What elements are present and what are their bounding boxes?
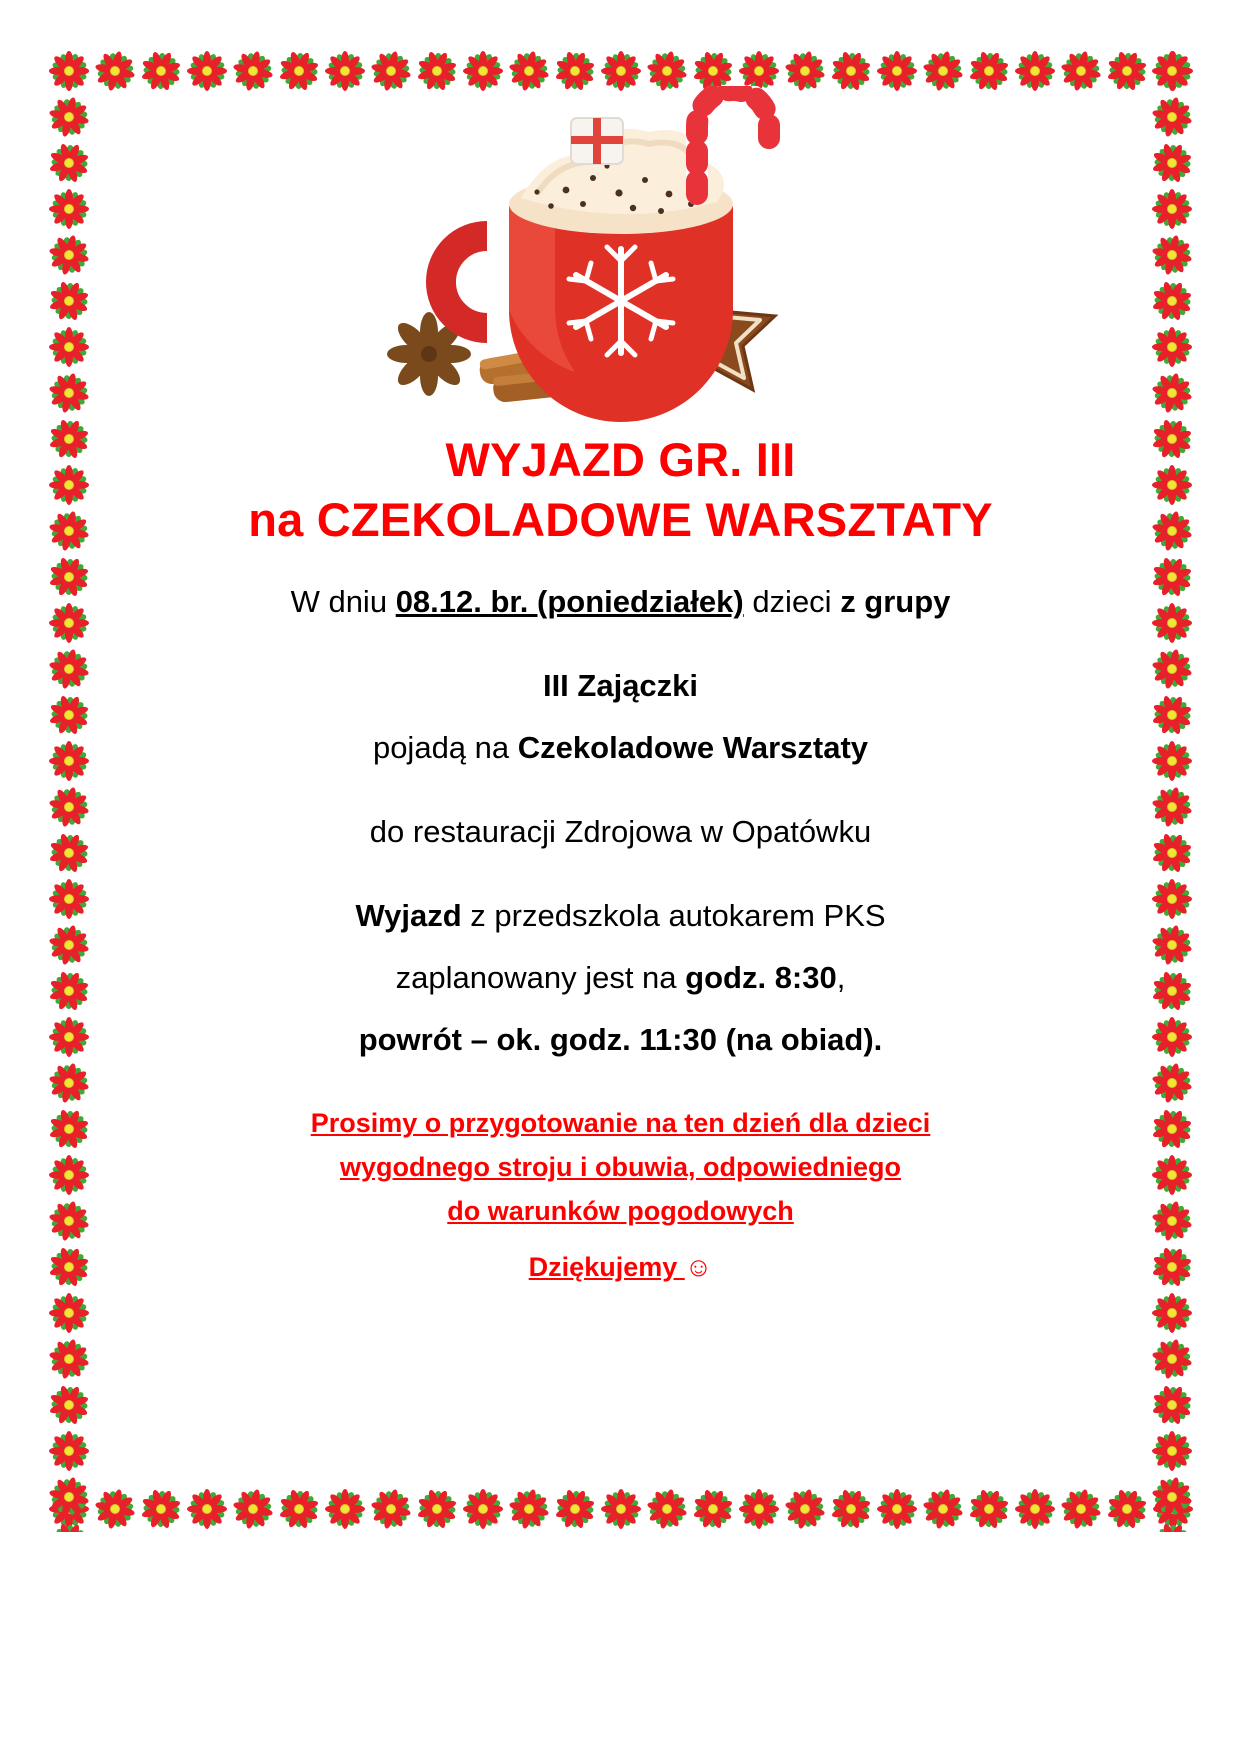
poinsettia-flower-icon xyxy=(920,1486,966,1532)
poinsettia-flower-icon xyxy=(1149,922,1195,968)
departure-rest: z przedszkola autokarem PKS xyxy=(461,898,886,934)
activity-line xyxy=(110,726,1131,770)
poinsettia-flower-icon xyxy=(736,1486,782,1532)
poinsettia-flower-icon xyxy=(828,1486,874,1532)
poinsettia-flower-icon xyxy=(414,1486,460,1532)
intro-mid: dzieci xyxy=(743,584,841,620)
poinsettia-flower-icon xyxy=(1149,876,1195,922)
poinsettia-flower-icon xyxy=(506,1486,552,1532)
poinsettia-flower-icon xyxy=(46,600,92,646)
poinsettia-flower-icon xyxy=(1149,278,1195,324)
poinsettia-flower-icon xyxy=(1149,784,1195,830)
poinsettia-flower-icon xyxy=(46,232,92,278)
poinsettia-flower-icon xyxy=(46,554,92,600)
poinsettia-flower-icon xyxy=(460,1486,506,1532)
poinsettia-flower-icon xyxy=(1149,1428,1195,1474)
poinsettia-flower-icon xyxy=(1149,738,1195,784)
poinsettia-flower-icon xyxy=(46,416,92,462)
poinsettia-flower-icon xyxy=(1149,48,1195,94)
poinsettia-flower-icon xyxy=(46,1106,92,1152)
poinsettia-flower-icon xyxy=(46,508,92,554)
poinsettia-flower-icon xyxy=(1104,1486,1150,1532)
poinsettia-flower-icon xyxy=(1149,416,1195,462)
border-bottom-strip xyxy=(46,1486,1195,1532)
poinsettia-flower-icon xyxy=(138,1486,184,1532)
poinsettia-flower-icon xyxy=(46,1244,92,1290)
poinsettia-flower-icon xyxy=(1149,1198,1195,1244)
poinsettia-flower-icon xyxy=(46,324,92,370)
return-time-line: powrót – ok. godz. 11:30 (na obiad). xyxy=(358,1022,883,1058)
poinsettia-flower-icon xyxy=(1149,1106,1195,1152)
intro-line xyxy=(110,580,1131,624)
poinsettia-flower-icon xyxy=(1149,554,1195,600)
poinsettia-flower-icon xyxy=(46,1474,92,1520)
poinsettia-flower-icon xyxy=(1149,140,1195,186)
poinsettia-flower-icon xyxy=(46,738,92,784)
poinsettia-flower-icon xyxy=(46,94,92,140)
border-right-strip xyxy=(1149,48,1195,1532)
page-title-line-2: na CZEKOLADOWE WARSZTATY xyxy=(248,493,993,547)
poinsettia-flower-icon xyxy=(46,1152,92,1198)
poinsettia-flower-icon xyxy=(1149,1290,1195,1336)
intro-pre: W dniu xyxy=(290,584,396,620)
departure-line xyxy=(110,894,1131,938)
poinsettia-flower-icon xyxy=(46,48,92,94)
activity-name: Czekoladowe Warsztaty xyxy=(517,730,869,766)
poinsettia-flower-icon xyxy=(46,876,92,922)
poinsettia-flower-icon xyxy=(1149,1244,1195,1290)
poinsettia-flower-icon xyxy=(46,1014,92,1060)
poinsettia-flower-icon xyxy=(1149,186,1195,232)
poinsettia-flower-icon xyxy=(46,646,92,692)
poinsettia-flower-icon xyxy=(966,1486,1012,1532)
poinsettia-flower-icon xyxy=(598,1486,644,1532)
poinsettia-flower-icon xyxy=(782,1486,828,1532)
note-line-3: do warunków pogodowych xyxy=(447,1195,794,1226)
poinsettia-flower-icon xyxy=(184,1486,230,1532)
poinsettia-flower-icon xyxy=(46,1428,92,1474)
thanks-text: Dziękujemy xyxy=(528,1251,685,1282)
poinsettia-flower-icon xyxy=(46,968,92,1014)
poinsettia-flower-icon xyxy=(1149,324,1195,370)
departure-time: godz. 8:30 xyxy=(685,960,837,996)
poinsettia-flower-icon xyxy=(1149,968,1195,1014)
poinsettia-flower-icon xyxy=(1149,1152,1195,1198)
poinsettia-flower-icon xyxy=(322,1486,368,1532)
intro-bold: z grupy xyxy=(840,584,951,620)
hot-chocolate-mug-icon xyxy=(110,86,1131,426)
poinsettia-flower-icon xyxy=(1012,1486,1058,1532)
poinsettia-flower-icon xyxy=(1149,1474,1195,1520)
poinsettia-flower-icon xyxy=(552,1486,598,1532)
poinsettia-flower-icon xyxy=(1058,1486,1104,1532)
poinsettia-flower-icon xyxy=(46,186,92,232)
poinsettia-flower-icon xyxy=(1149,646,1195,692)
departure-time-line xyxy=(110,956,1131,1000)
poinsettia-flower-icon xyxy=(1149,830,1195,876)
thanks-line xyxy=(110,1252,1131,1283)
poster-content xyxy=(110,86,1131,1283)
poinsettia-flower-icon xyxy=(1149,94,1195,140)
poinsettia-flower-icon xyxy=(1149,370,1195,416)
poinsettia-flower-icon xyxy=(690,1486,736,1532)
departure-time-post: , xyxy=(836,960,846,996)
poinsettia-flower-icon xyxy=(92,1486,138,1532)
poinsettia-flower-icon xyxy=(1149,1520,1195,1532)
poinsettia-flower-icon xyxy=(46,462,92,508)
poinsettia-flower-icon xyxy=(46,692,92,738)
activity-pre: pojadą na xyxy=(372,730,518,766)
poinsettia-flower-icon xyxy=(1149,1336,1195,1382)
poinsettia-flower-icon xyxy=(46,1290,92,1336)
poinsettia-flower-icon xyxy=(1149,692,1195,738)
poinsettia-flower-icon xyxy=(46,1198,92,1244)
poinsettia-flower-icon xyxy=(276,1486,322,1532)
poinsettia-flower-icon xyxy=(644,1486,690,1532)
departure-bold: Wyjazd xyxy=(355,898,462,934)
location-line: do restauracji Zdrojowa w Opatówku xyxy=(369,814,872,850)
poinsettia-flower-icon xyxy=(1149,1060,1195,1106)
note-line-2: wygodnego stroju i obuwia, odpowiedniego xyxy=(340,1152,901,1183)
poinsettia-flower-icon xyxy=(46,1382,92,1428)
poinsettia-flower-icon xyxy=(230,1486,276,1532)
border-left-strip xyxy=(46,48,92,1532)
poinsettia-flower-icon xyxy=(46,278,92,324)
poinsettia-flower-icon xyxy=(874,1486,920,1532)
poinsettia-flower-icon xyxy=(46,784,92,830)
poinsettia-flower-icon xyxy=(46,370,92,416)
poinsettia-flower-icon xyxy=(46,1060,92,1106)
poinsettia-flower-icon xyxy=(46,830,92,876)
poinsettia-flower-icon xyxy=(1149,462,1195,508)
poinsettia-flower-icon xyxy=(1149,508,1195,554)
poinsettia-flower-icon xyxy=(1149,600,1195,646)
departure-time-pre: zaplanowany jest na xyxy=(395,960,686,996)
note-line-1: Prosimy o przygotowanie na ten dzień dla dzieci xyxy=(310,1108,931,1139)
poinsettia-flower-icon xyxy=(1149,1382,1195,1428)
poinsettia-flower-icon xyxy=(46,922,92,968)
page-title-line-1: WYJAZD GR. III xyxy=(445,433,796,486)
poinsettia-flower-icon xyxy=(46,1520,92,1532)
poinsettia-flower-icon xyxy=(1149,232,1195,278)
poinsettia-flower-icon xyxy=(46,1336,92,1382)
poinsettia-flower-icon xyxy=(1149,1014,1195,1060)
poinsettia-flower-icon xyxy=(46,140,92,186)
event-date: 08.12. br. (poniedziałek) xyxy=(395,584,744,620)
smiley-icon: ☺ xyxy=(684,1251,713,1282)
group-name: III Zajączki xyxy=(542,668,699,704)
poinsettia-flower-icon xyxy=(368,1486,414,1532)
